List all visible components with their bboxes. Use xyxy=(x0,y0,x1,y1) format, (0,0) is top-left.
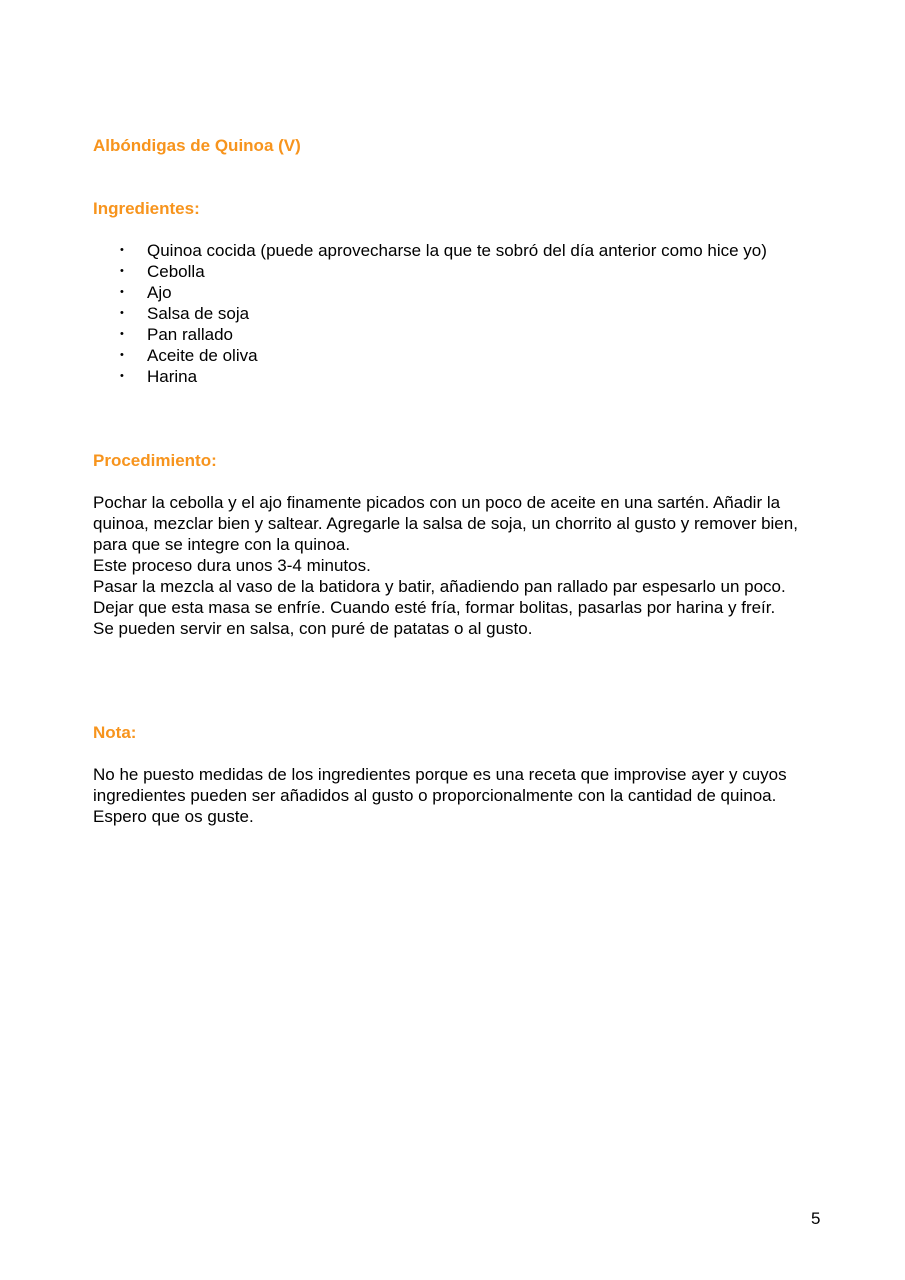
procedure-paragraph: Pasar la mezcla al vaso de la batidora y batir, añadiendo pan rallado par espesarlo un poco. xyxy=(93,577,786,596)
ingredient-text: Salsa de soja xyxy=(147,304,250,323)
procedure-heading: Procedimiento: xyxy=(93,451,217,470)
procedure-paragraph: Este proceso dura unos 3-4 minutos. xyxy=(93,556,371,575)
note-paragraph: No he puesto medidas de los ingredientes porque es una receta que improvise ayer y cuyos ingredientes pueden ser añadidos al gusto o proporcionalmente con la cantidad de quinoa. Espero que os guste. xyxy=(93,765,787,826)
ingredients-heading: Ingredientes: xyxy=(93,199,200,218)
procedure-paragraph: Se pueden servir en salsa, con puré de patatas o al gusto. xyxy=(93,619,533,638)
procedure-paragraph: Dejar que esta masa se enfríe. Cuando esté fría, formar bolitas, pasarlas por harina y freír. xyxy=(93,598,776,617)
ingredient-text: Pan rallado xyxy=(147,325,234,344)
list-item xyxy=(120,345,800,366)
bullet-icon: • xyxy=(120,370,124,382)
list-item xyxy=(120,303,800,324)
recipe-title: Albóndigas de Quinoa (V) xyxy=(93,136,301,155)
list-item xyxy=(120,366,800,387)
bullet-icon: • xyxy=(120,307,124,319)
page-number: 5 xyxy=(811,1209,821,1228)
list-item xyxy=(120,240,800,261)
note-heading: Nota: xyxy=(93,723,137,742)
ingredient-text: Cebolla xyxy=(147,262,205,281)
list-item xyxy=(120,282,800,303)
list-item xyxy=(120,324,800,345)
note-body xyxy=(93,764,805,827)
bullet-icon: • xyxy=(120,244,124,256)
ingredient-text: Ajo xyxy=(147,283,172,302)
bullet-icon: • xyxy=(120,286,124,298)
ingredient-text: Quinoa cocida (puede aprovecharse la que te sobró del día anterior como hice yo) xyxy=(147,241,767,260)
bullet-icon: • xyxy=(120,265,124,277)
bullet-icon: • xyxy=(120,349,124,361)
procedure-paragraph: Pochar la cebolla y el ajo finamente picados con un poco de aceite en una sartén. Añadir la quinoa, mezclar bien y saltear. Agregarle la salsa de soja, un chorrito al gusto y remover bien, para que se integre con la quinoa. xyxy=(93,493,798,554)
ingredients-list xyxy=(120,240,800,387)
bullet-icon: • xyxy=(120,328,124,340)
ingredient-text: Aceite de oliva xyxy=(147,346,258,365)
ingredient-text: Harina xyxy=(147,367,198,386)
list-item xyxy=(120,261,800,282)
procedure-body xyxy=(93,492,823,639)
